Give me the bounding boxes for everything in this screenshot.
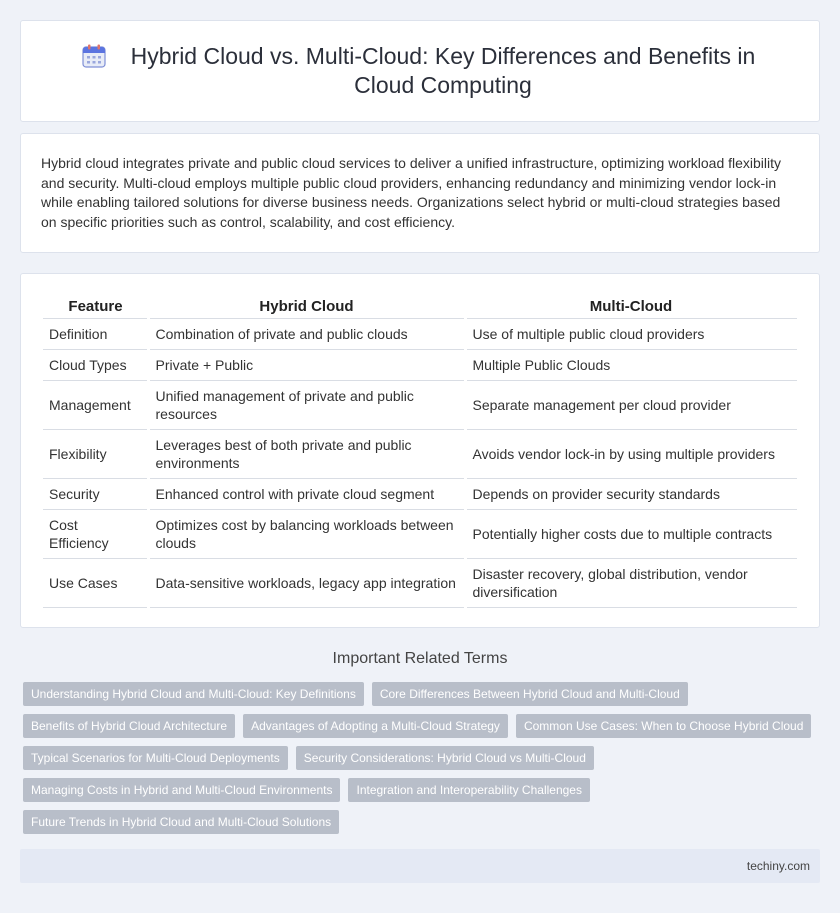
- related-terms-heading: Important Related Terms: [332, 650, 508, 667]
- tag-row: [23, 714, 823, 738]
- row-multi-value: Multiple Public Clouds: [465, 350, 797, 381]
- row-hybrid-value: Enhanced control with private cloud segment: [148, 479, 465, 510]
- tag-row: [23, 682, 823, 706]
- related-term-tag[interactable]: Security Considerations: Hybrid Cloud vs Multi-Cloud: [296, 746, 594, 770]
- tag-row: [23, 778, 823, 802]
- table-row: [43, 430, 797, 479]
- tag-row: [23, 746, 823, 770]
- row-multi-value: Avoids vendor lock-in by using multiple providers: [465, 430, 797, 479]
- table-row: [43, 479, 797, 510]
- row-multi-value: Separate management per cloud provider: [465, 381, 797, 430]
- footer-brand[interactable]: techiny.com: [746, 859, 810, 873]
- table-row: [43, 381, 797, 430]
- row-feature: Management: [43, 381, 148, 430]
- row-hybrid-value: Leverages best of both private and public environments: [148, 430, 465, 479]
- comparison-table-card: [20, 273, 820, 628]
- row-multi-value: Potentially higher costs due to multiple contracts: [465, 510, 797, 559]
- related-term-tag[interactable]: Understanding Hybrid Cloud and Multi-Cloud: Key Definitions: [23, 682, 364, 706]
- row-hybrid-value: Private + Public: [148, 350, 465, 381]
- related-term-tag[interactable]: Future Trends in Hybrid Cloud and Multi-Cloud Solutions: [23, 810, 339, 834]
- column-header-feature: Feature: [43, 294, 148, 319]
- table-row: [43, 559, 797, 608]
- row-feature: Cost Efficiency: [43, 510, 148, 559]
- related-term-tag[interactable]: Core Differences Between Hybrid Cloud and Multi-Cloud: [372, 682, 688, 706]
- row-feature: Flexibility: [43, 430, 148, 479]
- related-term-tag[interactable]: Typical Scenarios for Multi-Cloud Deployments: [23, 746, 288, 770]
- related-term-tag[interactable]: Benefits of Hybrid Cloud Architecture: [23, 714, 235, 738]
- table-row: [43, 510, 797, 559]
- intro-card: [20, 133, 820, 253]
- comparison-table: [43, 294, 797, 608]
- tag-row: [23, 810, 823, 834]
- intro-paragraph: Hybrid cloud integrates private and public cloud services to deliver a unified infrastructure, optimizing workload flexibility and security. Multi-cloud employs multiple public cloud providers, enhancing redundancy and minimizing vendor lock-in while enabling tailored solutions for diverse business needs. Organizations select hybrid or multi-cloud strategies based on specific priorities such as control, scalability, and cost efficiency.: [41, 155, 782, 230]
- footer: [20, 849, 820, 883]
- row-hybrid-value: Unified management of private and public resources: [148, 381, 465, 430]
- column-header-hybrid-cloud: Hybrid Cloud: [148, 294, 465, 319]
- related-term-tag[interactable]: Integration and Interoperability Challenges: [348, 778, 589, 802]
- calendar-icon: [81, 43, 107, 69]
- table-row: [43, 319, 797, 350]
- table-row: [43, 350, 797, 381]
- row-feature: Use Cases: [43, 559, 148, 608]
- row-multi-value: Depends on provider security standards: [465, 479, 797, 510]
- row-multi-value: Disaster recovery, global distribution, vendor diversification: [465, 559, 797, 608]
- row-hybrid-value: Data-sensitive workloads, legacy app integration: [148, 559, 465, 608]
- row-hybrid-value: Optimizes cost by balancing workloads between clouds: [148, 510, 465, 559]
- related-term-tag[interactable]: Managing Costs in Hybrid and Multi-Cloud Environments: [23, 778, 340, 802]
- row-hybrid-value: Combination of private and public clouds: [148, 319, 465, 350]
- title-card: [20, 20, 820, 122]
- related-term-tag[interactable]: Common Use Cases: When to Choose Hybrid Cloud: [516, 714, 811, 738]
- row-feature: Definition: [43, 319, 148, 350]
- page-title: Hybrid Cloud vs. Multi-Cloud: Key Differences and Benefits in Cloud Computing: [130, 43, 756, 98]
- row-feature: Security: [43, 479, 148, 510]
- table-header-row: [43, 294, 797, 319]
- title-wrap: [21, 42, 819, 100]
- row-feature: Cloud Types: [43, 350, 148, 381]
- related-terms-tags: [23, 682, 823, 842]
- column-header-multi-cloud: Multi-Cloud: [465, 294, 797, 319]
- row-multi-value: Use of multiple public cloud providers: [465, 319, 797, 350]
- related-term-tag[interactable]: Advantages of Adopting a Multi-Cloud Strategy: [243, 714, 508, 738]
